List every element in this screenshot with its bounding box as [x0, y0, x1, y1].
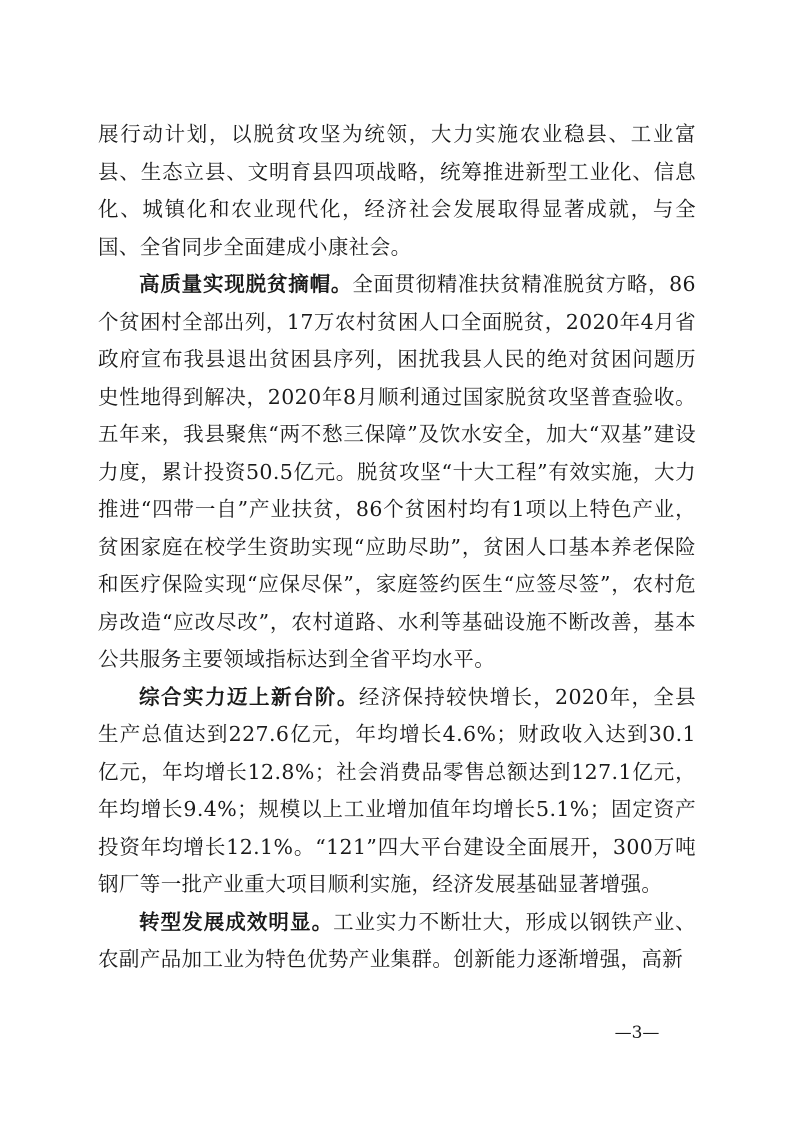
paragraph-heading: 高质量实现脱贫摘帽。	[139, 272, 353, 296]
paragraph-text: 展行动计划，以脱贫攻坚为统领，大力实施农业稳县、工业富县、生态立县、文明育县四项战略，统筹推进新型工业化、信息化、城镇化和农业现代化，经济社会发展取得显著成就，与全国、全省同步全面建成小康社会。	[98, 122, 696, 259]
page-number: —3—	[614, 1023, 660, 1043]
document-body	[98, 116, 696, 979]
paragraph-heading: 转型发展成效明显。	[139, 909, 334, 934]
paragraph-text: 经济保持较快增长，2020年，全县生产总值达到227.6亿元，年均增长4.6%；财政收入达到30.1亿元，年均增长12.8%；社会消费品零售总额达到127.1亿元，年均增长9.4%；规模以上工业增加值年均增长5.1%；固定资产投资年均增长12.1%。“121”四大平台建设全面展开，300万吨钢厂等一批产业重大项目顺利实施，经济发展基础显著增强。	[98, 684, 696, 896]
paragraph-heading: 综合实力迈上新台阶。	[139, 684, 359, 709]
paragraph-poverty-alleviation	[98, 266, 696, 679]
paragraph-continuation	[98, 116, 696, 266]
paragraph-text: 工业实力不断壮大，形成以钢铁产业、农副产品加工业为特色优势产业集群。创新能力逐渐增强，高新	[98, 909, 696, 971]
paragraph-economic-strength	[98, 679, 696, 904]
paragraph-text: 全面贯彻精准扶贫精准脱贫方略，86个贫困村全部出列，17万农村贫困人口全面脱贫，2020年4月省政府宣布我县退出贫困县序列，困扰我县人民的绝对贫困问题历史性地得到解决，2020年8月顺利通过国家脱贫攻坚普查验收。五年来，我县聚焦“两不愁三保障”及饮水安全，加大“双基”建设力度，累计投资50.5亿元。脱贫攻坚“十大工程”有效实施，大力推进“四带一自”产业扶贫，86个贫困村均有1项以上特色产业，贫困家庭在校学生资助实现“应助尽助”，贫困人口基本养老保险和医疗保险实现“应保尽保”，家庭签约医生“应签尽签”，农村危房改造“应改尽改”，农村道路、水利等基础设施不断改善，基本公共服务主要领域指标达到全省平均水平。	[98, 272, 697, 671]
paragraph-transformation	[98, 904, 696, 979]
